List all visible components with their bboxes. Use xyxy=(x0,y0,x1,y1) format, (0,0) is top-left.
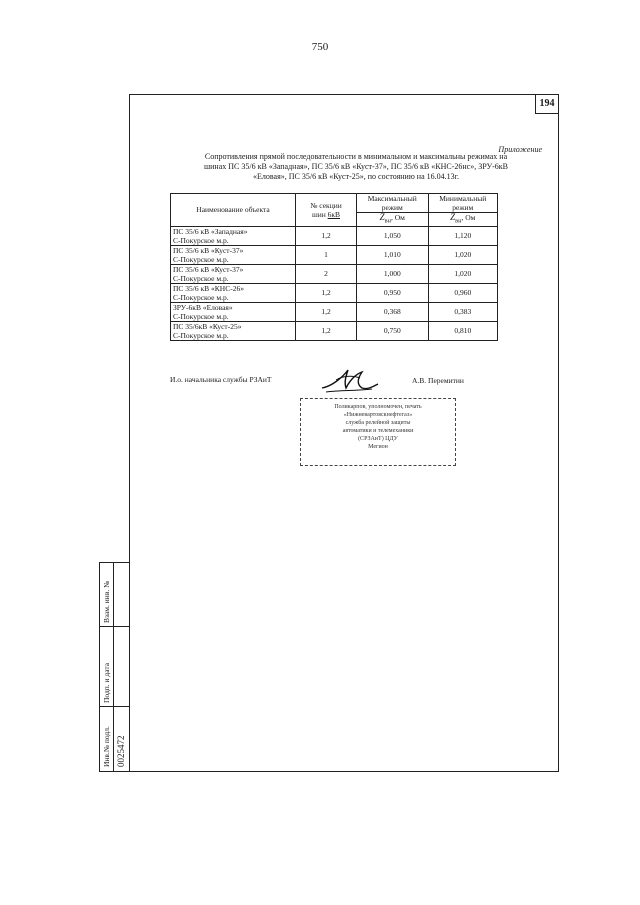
side-stamp-block xyxy=(99,562,130,772)
table-row xyxy=(171,321,498,340)
cell-section: 1,2 xyxy=(296,226,357,245)
table-row xyxy=(171,226,498,245)
table-row xyxy=(171,245,498,264)
signer-role: И.о. начальника службы РЗАиТ xyxy=(170,375,272,384)
appendix-label: Приложение xyxy=(498,145,542,154)
cell-max: 0,368 xyxy=(357,302,429,321)
cell-max: 1,050 xyxy=(357,226,429,245)
cell-object: ПС 35/6 кВ «Куст-37» С-Покурское м.р. xyxy=(171,264,296,283)
impedance-table xyxy=(170,193,498,341)
table-row xyxy=(171,283,498,302)
cell-section: 1,2 xyxy=(296,302,357,321)
stamp-line: служба релейной защиты xyxy=(345,420,411,426)
cell-section: 1,2 xyxy=(296,283,357,302)
title-line: шинах ПС 35/6 кВ «Западная», ПС 35/6 кВ «Куст-37», ПС 35/6 кВ «КНС-26нс», ЗРУ-6кВ xyxy=(203,162,508,171)
cell-min: 1,020 xyxy=(428,264,497,283)
title-line: Сопротивления прямой последовательности в минимальном и максимальны режимах на xyxy=(204,152,508,161)
cell-object: ПС 35/6 кВ «Куст-37» С-Покурское м.р. xyxy=(171,245,296,264)
page-number: 750 xyxy=(311,41,329,53)
table-row xyxy=(171,302,498,321)
cell-min: 1,020 xyxy=(428,245,497,264)
stamp-line: (СРЗАиТ) ЦДУ xyxy=(358,436,398,442)
side-label-inv: Инв.№ подл. xyxy=(102,726,111,767)
side-label-vzam: Взам. инв. № xyxy=(102,580,111,623)
table-row xyxy=(171,264,498,283)
cell-max: 0,950 xyxy=(357,283,429,302)
cell-min: 0,383 xyxy=(428,302,497,321)
header-object-name: Наименование объекта xyxy=(171,194,296,227)
cell-max: 0,750 xyxy=(357,321,429,340)
signer-name: А.В. Перемитин xyxy=(412,376,464,385)
cell-max: 1,010 xyxy=(357,245,429,264)
table-header-row xyxy=(171,194,498,213)
cell-max: 1,000 xyxy=(357,264,429,283)
title-line: «Еловая», ПС 35/6 кВ «Куст-25», по состоянию на 16.04.13г. xyxy=(252,172,460,181)
document-title xyxy=(170,152,542,182)
handwritten-signature xyxy=(318,366,380,396)
side-cell-podp xyxy=(100,627,130,707)
sheet-number: 194 xyxy=(535,94,559,114)
side-cell-vzam xyxy=(100,563,130,627)
cell-object: ПС 35/6 кВ «КНС-26» С-Покурское м.р. xyxy=(171,283,296,302)
cell-section: 1,2 xyxy=(296,321,357,340)
cell-object: ЗРУ-6кВ «Еловая» С-Покурское м.р. xyxy=(171,302,296,321)
inventory-number: 0025472 xyxy=(116,735,126,767)
header-min-mode: Минимальный режим xyxy=(428,194,497,213)
approval-stamp xyxy=(300,398,456,466)
header-z-max: $Z_{вн}$, Ом xyxy=(357,213,429,227)
cell-min: 0,810 xyxy=(428,321,497,340)
cell-section: 1 xyxy=(296,245,357,264)
header-z-min: $Z_{вн}$, Ом xyxy=(428,213,497,227)
cell-object: ПС 35/6 кВ «Западная» С-Покурское м.р. xyxy=(171,226,296,245)
stamp-line: Поликарпов, уполномочен, печать xyxy=(334,404,422,410)
side-label-podp: Подп. и дата xyxy=(102,662,111,703)
header-max-mode: Максимальный режим xyxy=(357,194,429,213)
cell-section: 2 xyxy=(296,264,357,283)
cell-min: 1,120 xyxy=(428,226,497,245)
stamp-line: автоматики и телемеханики xyxy=(342,428,414,434)
side-cell-inv xyxy=(100,707,130,771)
header-section: № секции шин 6кВ xyxy=(296,194,357,227)
stamp-line: Мегион xyxy=(368,444,388,450)
cell-min: 0,960 xyxy=(428,283,497,302)
cell-object: ПС 35/6кВ «Куст-25» С-Покурское м.р. xyxy=(171,321,296,340)
stamp-line: «Нижневартовскнефтегаз» xyxy=(343,412,413,418)
